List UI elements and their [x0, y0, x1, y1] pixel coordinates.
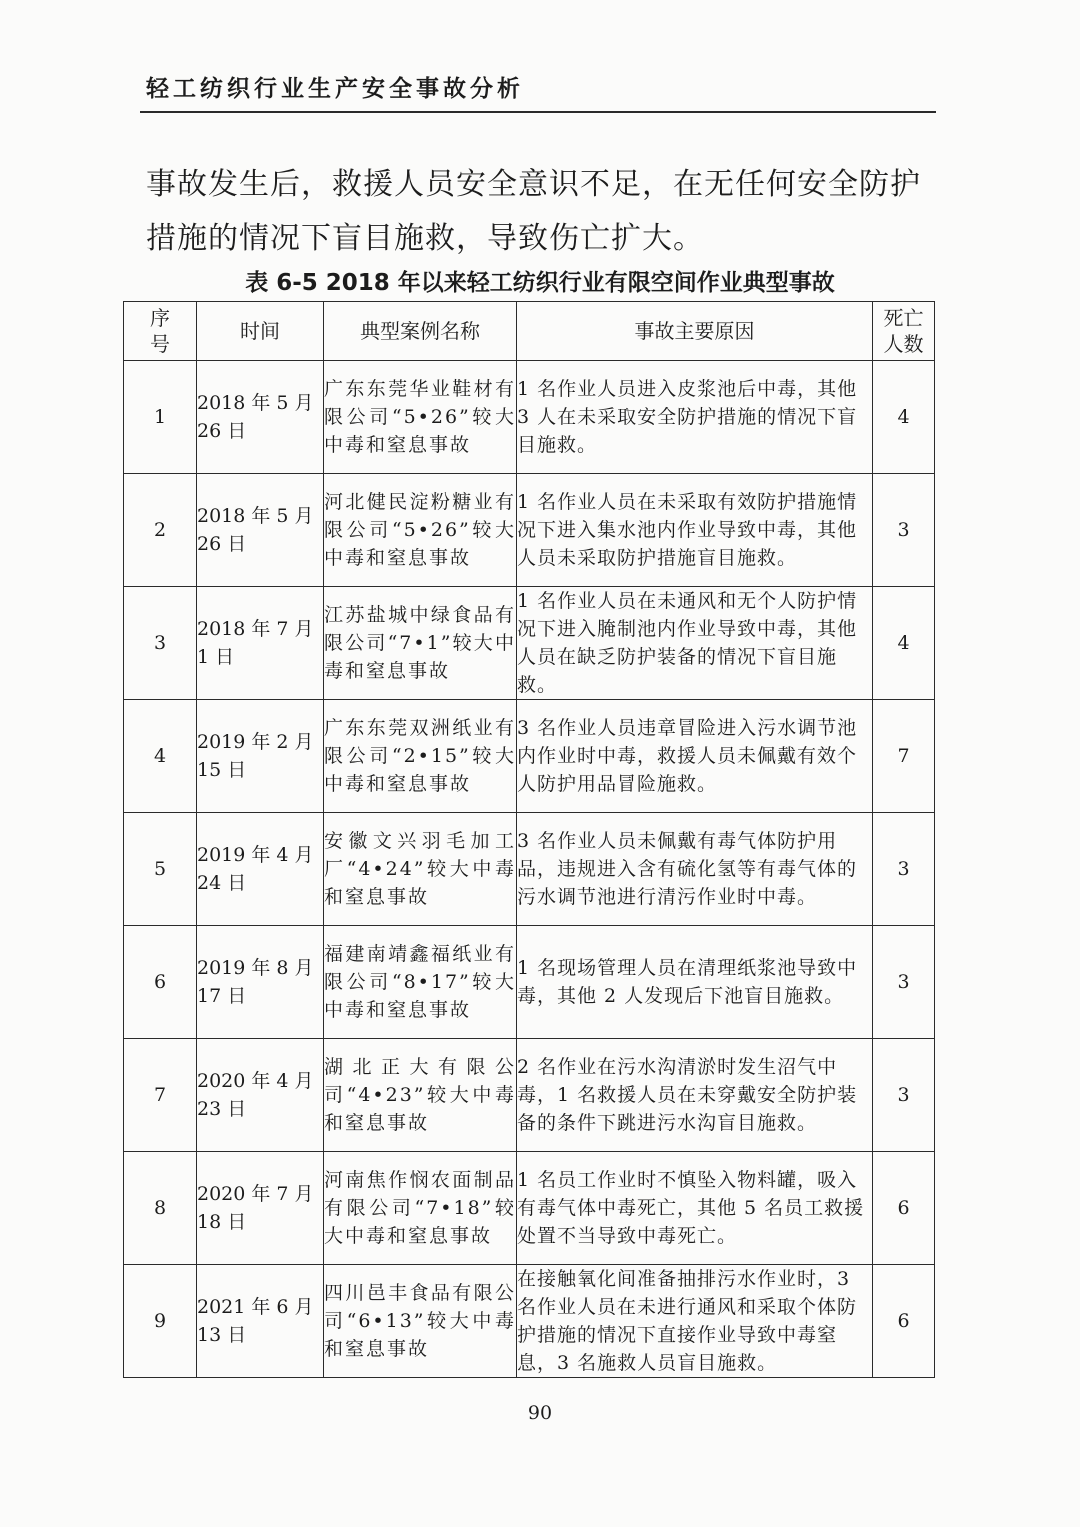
- row-index: 3: [124, 587, 197, 700]
- row-case-name: 四川邑丰食品有限公司“6•13”较大中毒和窒息事故: [324, 1265, 517, 1378]
- table-row: [124, 1152, 935, 1265]
- row-date: 2019 年 8 月 17 日: [197, 926, 324, 1039]
- row-date: 2018 年 5 月 26 日: [197, 474, 324, 587]
- row-deaths: 3: [873, 813, 935, 926]
- row-cause: 1 名员工作业时不慎坠入物料罐，吸入有毒气体中毒死亡，其他 5 名员工救援处置不当导致中毒死亡。: [517, 1152, 873, 1265]
- row-case-name: 广东东莞华业鞋材有限公司“5•26”较大中毒和窒息事故: [324, 361, 517, 474]
- row-index: 8: [124, 1152, 197, 1265]
- row-case-name: 广东东莞双洲纸业有限公司“2•15”较大中毒和窒息事故: [324, 700, 517, 813]
- row-date: 2019 年 2 月 15 日: [197, 700, 324, 813]
- table-row: [124, 700, 935, 813]
- row-index: 5: [124, 813, 197, 926]
- row-index: 7: [124, 1039, 197, 1152]
- table-row: [124, 813, 935, 926]
- table-row: [124, 1265, 935, 1378]
- row-case-name: 湖北正大有限公司“4•23”较大中毒和窒息事故: [324, 1039, 517, 1152]
- body-paragraph: 事故发生后，救援人员安全意识不足，在无任何安全防护措施的情况下盲目施救，导致伤亡扩大。: [146, 167, 921, 256]
- row-index: 6: [124, 926, 197, 1039]
- row-date: 2020 年 7 月 18 日: [197, 1152, 324, 1265]
- table-header-row: [124, 302, 935, 361]
- table-row: [124, 474, 935, 587]
- row-date: 2021 年 6 月 13 日: [197, 1265, 324, 1378]
- row-date: 2018 年 7 月 1 日: [197, 587, 324, 700]
- accident-table: [123, 301, 935, 1378]
- row-index: 1: [124, 361, 197, 474]
- header-deaths: 死亡人数: [873, 302, 935, 361]
- row-cause: 在接触氧化间准备抽排污水作业时，3 名作业人员在未进行通风和采取个体防护措施的情况下直接作业导致中毒窒息，3 名施救人员盲目施救。: [517, 1265, 873, 1378]
- row-deaths: 3: [873, 1039, 935, 1152]
- header-date: 时间: [197, 302, 324, 361]
- table-row: [124, 361, 935, 474]
- row-index: 4: [124, 700, 197, 813]
- row-cause: 1 名现场管理人员在清理纸浆池导致中毒，其他 2 人发现后下池盲目施救。: [517, 926, 873, 1039]
- table-caption: 表 6-5 2018 年以来轻工纺织行业有限空间作业典型事故: [245, 270, 835, 296]
- row-deaths: 3: [873, 474, 935, 587]
- row-index: 2: [124, 474, 197, 587]
- row-index: 9: [124, 1265, 197, 1378]
- header-cause: 事故主要原因: [517, 302, 873, 361]
- header-case-name: 典型案例名称: [324, 302, 517, 361]
- row-case-name: 江苏盐城中绿食品有限公司“7•1”较大中毒和窒息事故: [324, 587, 517, 700]
- running-header: 轻工纺织行业生产安全事故分析: [146, 76, 524, 102]
- table-row: [124, 926, 935, 1039]
- row-case-name: 河北健民淀粉糖业有限公司“5•26”较大中毒和窒息事故: [324, 474, 517, 587]
- row-deaths: 6: [873, 1265, 935, 1378]
- header-index: 序号: [124, 302, 197, 361]
- row-deaths: 4: [873, 587, 935, 700]
- row-cause: 3 名作业人员违章冒险进入污水调节池内作业时中毒，救援人员未佩戴有效个人防护用品冒险施救。: [517, 700, 873, 813]
- row-cause: 2 名作业在污水沟清淤时发生沼气中毒，1 名救援人员在未穿戴安全防护装备的条件下跳进污水沟盲目施救。: [517, 1039, 873, 1152]
- header-rule: [140, 111, 936, 113]
- table-row: [124, 1039, 935, 1152]
- table-row: [124, 587, 935, 700]
- row-date: 2018 年 5 月 26 日: [197, 361, 324, 474]
- row-cause: 3 名作业人员未佩戴有毒气体防护用品，违规进入含有硫化氢等有毒气体的污水调节池进行清污作业时中毒。: [517, 813, 873, 926]
- row-cause: 1 名作业人员在未通风和无个人防护情况下进入腌制池内作业导致中毒，其他人员在缺乏防护装备的情况下盲目施救。: [517, 587, 873, 700]
- row-case-name: 福建南靖鑫福纸业有限公司“8•17”较大中毒和窒息事故: [324, 926, 517, 1039]
- row-date: 2020 年 4 月 23 日: [197, 1039, 324, 1152]
- row-case-name: 河南焦作悯农面制品有限公司“7•18”较大中毒和窒息事故: [324, 1152, 517, 1265]
- row-deaths: 7: [873, 700, 935, 813]
- row-cause: 1 名作业人员进入皮浆池后中毒，其他 3 人在未采取安全防护措施的情况下盲目施救。: [517, 361, 873, 474]
- row-date: 2019 年 4 月 24 日: [197, 813, 324, 926]
- row-case-name: 安徽文兴羽毛加工厂“4•24”较大中毒和窒息事故: [324, 813, 517, 926]
- row-deaths: 6: [873, 1152, 935, 1265]
- row-deaths: 3: [873, 926, 935, 1039]
- row-deaths: 4: [873, 361, 935, 474]
- row-cause: 1 名作业人员在未采取有效防护措施情况下进入集水池内作业导致中毒，其他人员未采取防护措施盲目施救。: [517, 474, 873, 587]
- page-number: 90: [527, 1402, 553, 1424]
